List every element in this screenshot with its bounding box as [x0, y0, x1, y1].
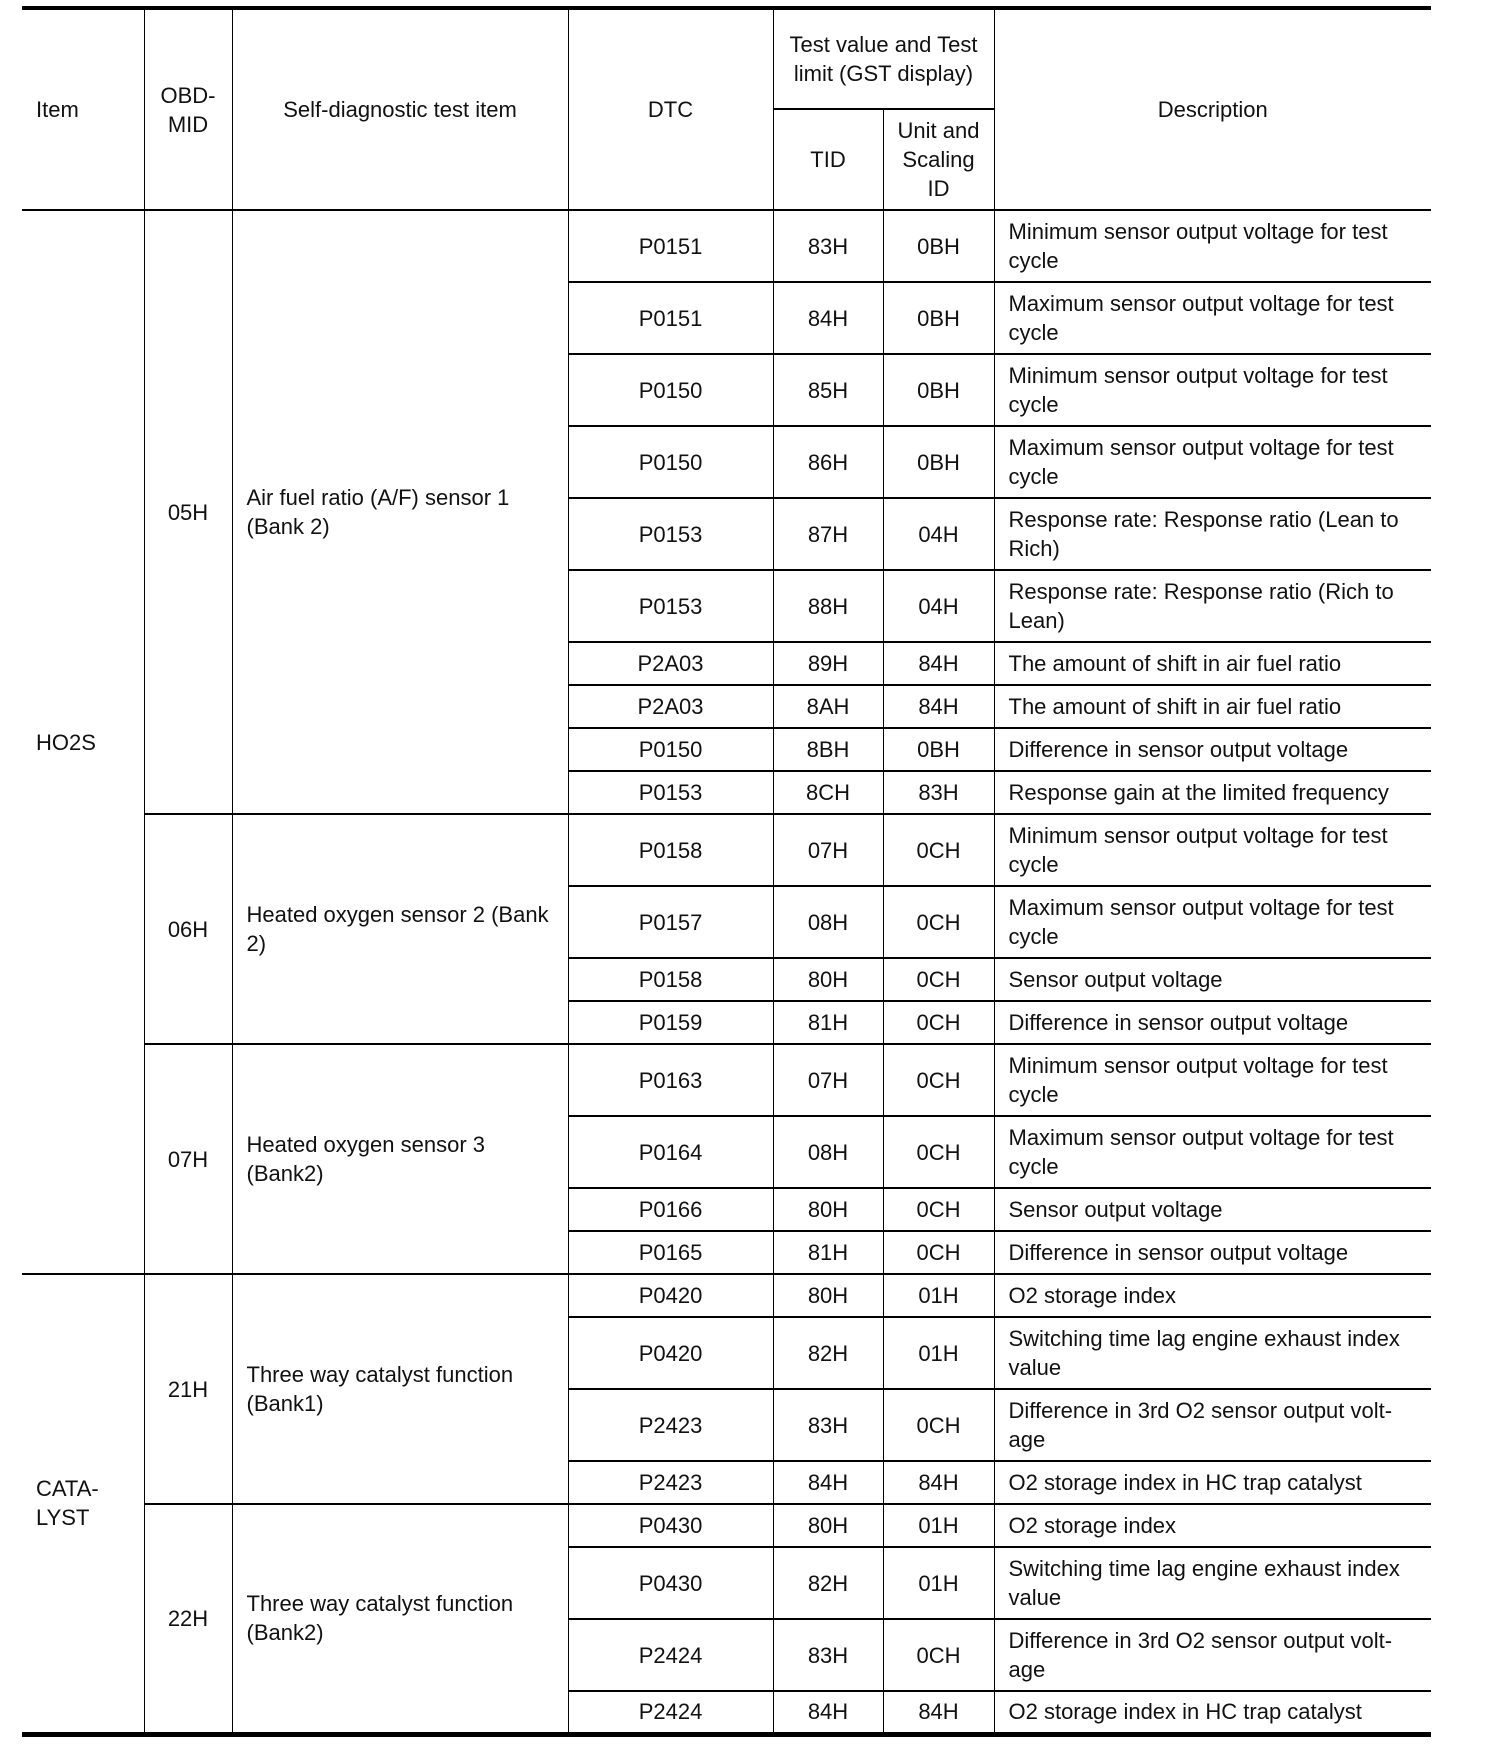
tid-cell: 83H — [773, 1619, 883, 1691]
tid-cell: 8AH — [773, 685, 883, 728]
tid-cell: 08H — [773, 886, 883, 958]
header-unit-scaling: Unit and Scaling ID — [883, 109, 994, 210]
tid-cell: 8CH — [773, 771, 883, 814]
item-cell: CATA- LYST — [22, 1274, 144, 1734]
description-cell: Minimum sensor output voltage for test cycle — [994, 354, 1431, 426]
description-cell: Response gain at the limited frequency — [994, 771, 1431, 814]
dtc-cell: P2A03 — [568, 642, 773, 685]
tid-cell: 07H — [773, 1044, 883, 1116]
description-cell: Sensor output voltage — [994, 1188, 1431, 1231]
test-item-cell: Heated oxygen sensor 3 (Bank2) — [232, 1044, 568, 1274]
description-cell: O2 storage index in HC trap catalyst — [994, 1691, 1431, 1734]
dtc-cell: P2424 — [568, 1619, 773, 1691]
unit-scaling-cell: 01H — [883, 1317, 994, 1389]
unit-scaling-cell: 01H — [883, 1547, 994, 1619]
unit-scaling-cell: 0BH — [883, 210, 994, 282]
description-cell: Maximum sensor output voltage for test cycle — [994, 282, 1431, 354]
dtc-cell: P0163 — [568, 1044, 773, 1116]
dtc-cell: P0420 — [568, 1274, 773, 1317]
tid-cell: 82H — [773, 1547, 883, 1619]
header-dtc: DTC — [568, 8, 773, 210]
obd-mid-cell: 22H — [144, 1504, 232, 1734]
header-item: Item — [22, 8, 144, 210]
description-cell: Difference in sensor output voltage — [994, 1231, 1431, 1274]
dtc-cell: P0150 — [568, 354, 773, 426]
dtc-cell: P0166 — [568, 1188, 773, 1231]
dtc-cell: P0150 — [568, 426, 773, 498]
test-item-cell: Air fuel ratio (A/F) sensor 1 (Bank 2) — [232, 210, 568, 814]
tid-cell: 8BH — [773, 728, 883, 771]
dtc-cell: P0158 — [568, 814, 773, 886]
table-row — [22, 210, 1431, 282]
tid-cell: 08H — [773, 1116, 883, 1188]
dtc-cell: P0151 — [568, 282, 773, 354]
unit-scaling-cell: 0BH — [883, 426, 994, 498]
description-cell: The amount of shift in air fuel ratio — [994, 685, 1431, 728]
header-description: Description — [994, 8, 1431, 210]
description-cell: Response rate: Response ratio (Rich to Lean) — [994, 570, 1431, 642]
dtc-cell: P0164 — [568, 1116, 773, 1188]
item-cell: HO2S — [22, 210, 144, 1274]
description-cell: Minimum sensor output voltage for test cycle — [994, 210, 1431, 282]
description-cell: O2 storage index in HC trap catalyst — [994, 1461, 1431, 1504]
description-cell: Maximum sensor output voltage for test cycle — [994, 1116, 1431, 1188]
tid-cell: 07H — [773, 814, 883, 886]
tid-cell: 82H — [773, 1317, 883, 1389]
dtc-cell: P2423 — [568, 1461, 773, 1504]
unit-scaling-cell: 84H — [883, 685, 994, 728]
description-cell: O2 storage index — [994, 1274, 1431, 1317]
description-cell: The amount of shift in air fuel ratio — [994, 642, 1431, 685]
unit-scaling-cell: 84H — [883, 642, 994, 685]
description-cell: Maximum sensor output voltage for test cycle — [994, 426, 1431, 498]
description-cell: Minimum sensor output voltage for test cycle — [994, 1044, 1431, 1116]
unit-scaling-cell: 0BH — [883, 354, 994, 426]
tid-cell: 80H — [773, 1274, 883, 1317]
description-cell: Switching time lag engine exhaust index value — [994, 1317, 1431, 1389]
unit-scaling-cell: 0CH — [883, 1231, 994, 1274]
description-cell: Minimum sensor output voltage for test cycle — [994, 814, 1431, 886]
tid-cell: 80H — [773, 958, 883, 1001]
dtc-cell: P0159 — [568, 1001, 773, 1044]
dtc-cell: P0420 — [568, 1317, 773, 1389]
tid-cell: 88H — [773, 570, 883, 642]
dtc-cell: P2424 — [568, 1691, 773, 1734]
tid-cell: 83H — [773, 1389, 883, 1461]
tid-cell: 86H — [773, 426, 883, 498]
table-row — [22, 1044, 1431, 1116]
obd-mid-cell: 06H — [144, 814, 232, 1044]
unit-scaling-cell: 0CH — [883, 958, 994, 1001]
table-body — [22, 210, 1431, 1734]
dtc-cell: P2A03 — [568, 685, 773, 728]
unit-scaling-cell: 0CH — [883, 1044, 994, 1116]
tid-cell: 81H — [773, 1001, 883, 1044]
obd-mid-cell: 21H — [144, 1274, 232, 1504]
unit-scaling-cell: 84H — [883, 1461, 994, 1504]
tid-cell: 80H — [773, 1504, 883, 1547]
unit-scaling-cell: 0BH — [883, 728, 994, 771]
unit-scaling-cell: 0BH — [883, 282, 994, 354]
description-cell: O2 storage index — [994, 1504, 1431, 1547]
description-cell: Difference in 3rd O2 sensor output volt- age — [994, 1389, 1431, 1461]
obd-mid-table — [22, 6, 1431, 1737]
tid-cell: 80H — [773, 1188, 883, 1231]
unit-scaling-cell: 0CH — [883, 1389, 994, 1461]
description-cell: Difference in sensor output voltage — [994, 1001, 1431, 1044]
description-cell: Switching time lag engine exhaust index value — [994, 1547, 1431, 1619]
unit-scaling-cell: 83H — [883, 771, 994, 814]
dtc-cell: P2423 — [568, 1389, 773, 1461]
unit-scaling-cell: 84H — [883, 1691, 994, 1734]
unit-scaling-cell: 04H — [883, 498, 994, 570]
dtc-cell: P0430 — [568, 1504, 773, 1547]
dtc-cell: P0157 — [568, 886, 773, 958]
tid-cell: 83H — [773, 210, 883, 282]
table-row — [22, 814, 1431, 886]
dtc-cell: P0151 — [568, 210, 773, 282]
tid-cell: 84H — [773, 1691, 883, 1734]
dtc-cell: P0153 — [568, 498, 773, 570]
dtc-cell: P0165 — [568, 1231, 773, 1274]
test-item-cell: Heated oxygen sensor 2 (Bank 2) — [232, 814, 568, 1044]
unit-scaling-cell: 01H — [883, 1274, 994, 1317]
unit-scaling-cell: 04H — [883, 570, 994, 642]
dtc-cell: P0150 — [568, 728, 773, 771]
tid-cell: 84H — [773, 282, 883, 354]
tid-cell: 85H — [773, 354, 883, 426]
unit-scaling-cell: 01H — [883, 1504, 994, 1547]
dtc-cell: P0153 — [568, 771, 773, 814]
dtc-cell: P0430 — [568, 1547, 773, 1619]
unit-scaling-cell: 0CH — [883, 1116, 994, 1188]
dtc-cell: P0153 — [568, 570, 773, 642]
tid-cell: 84H — [773, 1461, 883, 1504]
unit-scaling-cell: 0CH — [883, 886, 994, 958]
obd-mid-cell: 07H — [144, 1044, 232, 1274]
header-tid: TID — [773, 109, 883, 210]
table-row — [22, 1504, 1431, 1547]
test-item-cell: Three way catalyst function (Bank1) — [232, 1274, 568, 1504]
description-cell: Maximum sensor output voltage for test cycle — [994, 886, 1431, 958]
description-cell: Response rate: Response ratio (Lean to Rich) — [994, 498, 1431, 570]
dtc-cell: P0158 — [568, 958, 773, 1001]
header-test-value: Test value and Test limit (GST display) — [773, 8, 994, 109]
header-test-item: Self-diagnostic test item — [232, 8, 568, 210]
description-cell: Sensor output voltage — [994, 958, 1431, 1001]
table-row — [22, 1274, 1431, 1317]
unit-scaling-cell: 0CH — [883, 1188, 994, 1231]
tid-cell: 81H — [773, 1231, 883, 1274]
tid-cell: 89H — [773, 642, 883, 685]
test-item-cell: Three way catalyst function (Bank2) — [232, 1504, 568, 1734]
description-cell: Difference in 3rd O2 sensor output volt- age — [994, 1619, 1431, 1691]
unit-scaling-cell: 0CH — [883, 1619, 994, 1691]
header-obd-mid: OBD- MID — [144, 8, 232, 210]
unit-scaling-cell: 0CH — [883, 814, 994, 886]
tid-cell: 87H — [773, 498, 883, 570]
obd-mid-cell: 05H — [144, 210, 232, 814]
obd-mid-table-container — [22, 6, 1431, 1737]
description-cell: Difference in sensor output voltage — [994, 728, 1431, 771]
unit-scaling-cell: 0CH — [883, 1001, 994, 1044]
